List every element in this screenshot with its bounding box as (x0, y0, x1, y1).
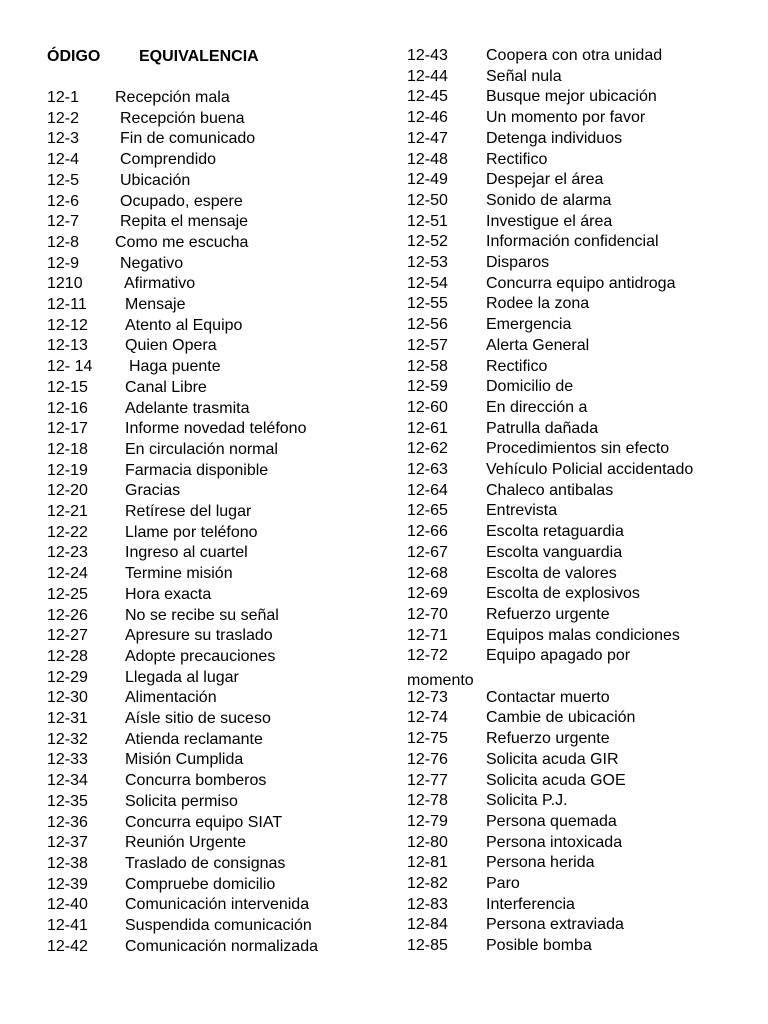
code-value: 12-45 (407, 88, 448, 106)
code-description: Persona quemada (486, 812, 617, 830)
code-value: 12-52 (407, 233, 448, 251)
code-description: Coopera con otra unidad (486, 47, 663, 64)
code-description: Interferencia (486, 895, 575, 913)
code-value: 12-57 (407, 336, 448, 354)
code-description: Adopte precauciones (125, 647, 276, 665)
code-value: 12-48 (407, 150, 448, 168)
code-value: 12-35 (47, 792, 88, 810)
code-value: 12-25 (47, 585, 88, 603)
code-description: Posible bomba (486, 937, 592, 955)
code-description: Ocupado, espere (120, 192, 243, 210)
code-description: Apresure su traslado (125, 627, 273, 645)
code-description: En circulación normal (125, 440, 278, 458)
code-description: Traslado de consignas (125, 854, 286, 872)
code-value: 12-54 (407, 274, 448, 292)
code-value: 12-17 (47, 420, 88, 438)
code-value: 12-77 (407, 771, 448, 789)
code-description: Refuerzo urgente (486, 605, 610, 623)
code-description: Vehículo Policial accidentado (486, 461, 694, 478)
code-value: 12-23 (47, 544, 88, 562)
code-value: 12-30 (47, 689, 88, 707)
code-value: 12- 14 (47, 358, 93, 376)
code-value: 12-83 (407, 895, 448, 913)
code-value: 12-33 (47, 751, 88, 769)
code-value: 12-49 (407, 171, 448, 189)
code-description: Hora exacta (125, 585, 212, 603)
code-description: Adelante trasmita (125, 399, 250, 417)
code-value: 1210 (47, 275, 83, 293)
code-value: 12-12 (47, 316, 88, 334)
code-description: Retírese del lugar (125, 503, 252, 520)
code-description: Comunicación normalizada (125, 937, 318, 955)
code-description: Equipos malas condiciones (486, 626, 680, 644)
code-description: Llame por teléfono (125, 523, 258, 541)
code-value: 12-31 (47, 710, 88, 727)
code-value: 12-18 (47, 440, 88, 458)
code-value: 12-76 (407, 750, 448, 768)
code-description: Procedimientos sin efecto (486, 440, 670, 458)
code-value: 12-51 (407, 212, 448, 230)
code-description: Persona extraviada (486, 916, 624, 934)
code-value: 12-63 (407, 461, 448, 478)
code-value: 12-4 (47, 151, 80, 169)
code-description: Alerta General (486, 336, 590, 354)
code-value: 12-39 (47, 875, 88, 893)
code-value: 12-85 (407, 937, 448, 955)
code-value: 12-67 (407, 543, 448, 561)
code-value: 12-20 (47, 482, 88, 500)
code-value: 12-47 (407, 129, 448, 147)
code-description: En dirección a (486, 398, 588, 416)
code-value: 12-72 (407, 647, 448, 665)
code-description: Farmacia disponible (125, 461, 269, 479)
code-value: 12-11 (47, 296, 87, 313)
code-value: 12-37 (47, 834, 88, 852)
code-description: Investigue el área (486, 212, 613, 230)
code-description: Busque mejor ubicación (486, 88, 657, 106)
code-description: Informe novedad teléfono (125, 420, 307, 438)
code-value: 12-8 (47, 233, 80, 251)
code-description: Atento al Equipo (125, 316, 243, 334)
code-description: Un momento por favor (486, 109, 646, 127)
code-value: 12-55 (407, 295, 448, 313)
code-description: Refuerzo urgente (486, 730, 610, 748)
code-description: Gracias (125, 482, 181, 500)
code-value: 12-56 (407, 316, 448, 334)
code-description: Escolta de valores (486, 564, 617, 582)
code-value: 12-64 (407, 481, 448, 499)
code-value: 12-62 (407, 440, 448, 458)
code-value: 12-66 (407, 523, 448, 541)
code-value: 12-61 (407, 419, 448, 437)
code-description: Concurra equipo antidroga (486, 274, 676, 292)
code-value: 12-24 (47, 565, 88, 583)
code-value: 12-36 (47, 813, 88, 831)
code-description: Compruebe domicilio (125, 875, 276, 893)
code-value: 12-44 (407, 67, 448, 85)
code-description: Persona herida (486, 854, 595, 872)
code-value: 12-29 (47, 668, 88, 686)
code-description: Negativo (120, 254, 184, 272)
code-description: Recepción buena (120, 109, 245, 127)
code-description: No se recibe su señal (125, 606, 279, 624)
code-value: 12-60 (407, 398, 448, 416)
code-value: 12-58 (407, 357, 448, 375)
code-description: Concurra bomberos (125, 772, 267, 790)
code-description: Concurra equipo SIAT (125, 813, 283, 831)
code-description: Canal Libre (125, 378, 207, 396)
code-value: 12-73 (407, 688, 448, 706)
code-value: 12-3 (47, 130, 80, 148)
code-description: Detenga individuos (486, 129, 623, 147)
code-description: Chaleco antibalas (486, 481, 614, 499)
code-value: 12-84 (407, 916, 448, 934)
code-description: Entrevista (486, 502, 558, 520)
code-description: Reunión Urgente (125, 834, 246, 852)
code-value: 12-78 (407, 792, 448, 810)
code-value: 12-69 (407, 585, 448, 603)
code-value: 12-59 (407, 378, 448, 396)
code-description: Rectifico (486, 357, 548, 375)
code-description: Cambie de ubicación (486, 709, 636, 727)
code-description: Recepción mala (115, 89, 230, 106)
code-description: Ingreso al cuartel (125, 544, 248, 562)
code-description: Llegada al lugar (125, 668, 239, 686)
code-description: Comunicación intervenida (125, 896, 310, 914)
code-value: 12-46 (407, 109, 448, 127)
code-value: 12-82 (407, 875, 448, 892)
code-description: Quien Opera (125, 337, 217, 355)
code-value: 12-65 (407, 502, 448, 520)
code-value: 12-28 (47, 647, 88, 665)
code-value: 12-40 (47, 896, 88, 914)
code-description: Como me escucha (115, 233, 249, 251)
code-description: Comprendido (120, 151, 217, 169)
code-description: Despejar el área (486, 171, 604, 189)
code-description: Persona intoxicada (486, 833, 623, 851)
code-value: 12-5 (47, 171, 80, 189)
code-description: Contactar muerto (486, 688, 610, 706)
wrapped-text-momento: momento (407, 672, 474, 689)
code-description: Información confidencial (486, 233, 659, 251)
code-value: 12-42 (47, 937, 88, 955)
code-description: Sonido de alarma (486, 191, 612, 209)
code-description: Disparos (486, 254, 550, 271)
code-value: 12-81 (407, 854, 448, 872)
code-value: 12-68 (407, 564, 448, 582)
code-value: 12-79 (407, 812, 448, 830)
code-description: Rectifico (486, 150, 548, 168)
code-value: 12-38 (47, 854, 88, 872)
code-description: Rodee la zona (486, 295, 590, 313)
code-description: Escolta de explosivos (486, 585, 640, 603)
code-value: 12-6 (47, 192, 80, 210)
code-description: Ubicación (120, 171, 191, 189)
code-value: 12-7 (47, 213, 80, 231)
code-description: Suspendida comunicación (125, 917, 312, 934)
code-description: Repita el mensaje (120, 213, 249, 231)
code-value: 12-16 (47, 399, 88, 417)
code-value: 12-50 (407, 191, 448, 209)
code-value: 12-26 (47, 606, 88, 624)
code-description: Escolta vanguardia (486, 543, 623, 561)
code-description: Solicita acuda GOE (486, 771, 626, 789)
code-value: 12-15 (47, 378, 88, 396)
code-value: 12-1 (47, 89, 80, 106)
code-description: Equipo apagado por (486, 647, 631, 665)
code-description: Escolta retaguardia (486, 523, 624, 541)
code-description: Haga puente (129, 358, 221, 376)
code-value: 12-74 (407, 709, 448, 727)
code-value: 12-22 (47, 523, 88, 541)
code-value: 12-32 (47, 730, 88, 748)
code-description: Atienda reclamante (125, 730, 263, 748)
code-description: Emergencia (486, 316, 572, 334)
code-description: Aísle sitio de suceso (125, 710, 271, 727)
code-value: 12-80 (407, 833, 448, 851)
header-equivalence-label: EQUIVALENCIA (139, 48, 259, 65)
code-value: 12-19 (47, 461, 88, 479)
code-value: 12-53 (407, 254, 448, 271)
code-value: 12-21 (47, 503, 88, 520)
code-description: Solicita permiso (125, 792, 238, 810)
code-value: 12-2 (47, 109, 80, 127)
code-description: Misión Cumplida (125, 751, 244, 769)
code-value: 12-27 (47, 627, 88, 645)
code-description: Domicilio de (486, 378, 574, 396)
header-code-label: ÓDIGO (47, 48, 101, 65)
code-description: Fin de comunicado (120, 130, 256, 148)
code-description: Termine misión (125, 565, 233, 583)
code-value: 12-75 (407, 730, 448, 748)
code-value: 12-43 (407, 47, 448, 64)
code-description: Señal nula (486, 67, 562, 85)
code-value: 12-13 (47, 337, 88, 355)
code-description: Solicita P.J. (486, 792, 568, 810)
code-value: 12-34 (47, 772, 88, 790)
code-value: 12-70 (407, 605, 448, 623)
code-description: Patrulla dañada (486, 419, 599, 437)
code-description: Mensaje (125, 296, 186, 313)
code-value: 12-41 (47, 917, 88, 934)
code-description: Alimentación (125, 689, 217, 707)
code-value: 12-71 (407, 626, 448, 644)
code-description: Afirmativo (124, 275, 196, 293)
code-value: 12-9 (47, 254, 80, 272)
code-description: Paro (486, 875, 520, 892)
code-description: Solicita acuda GIR (486, 750, 619, 768)
